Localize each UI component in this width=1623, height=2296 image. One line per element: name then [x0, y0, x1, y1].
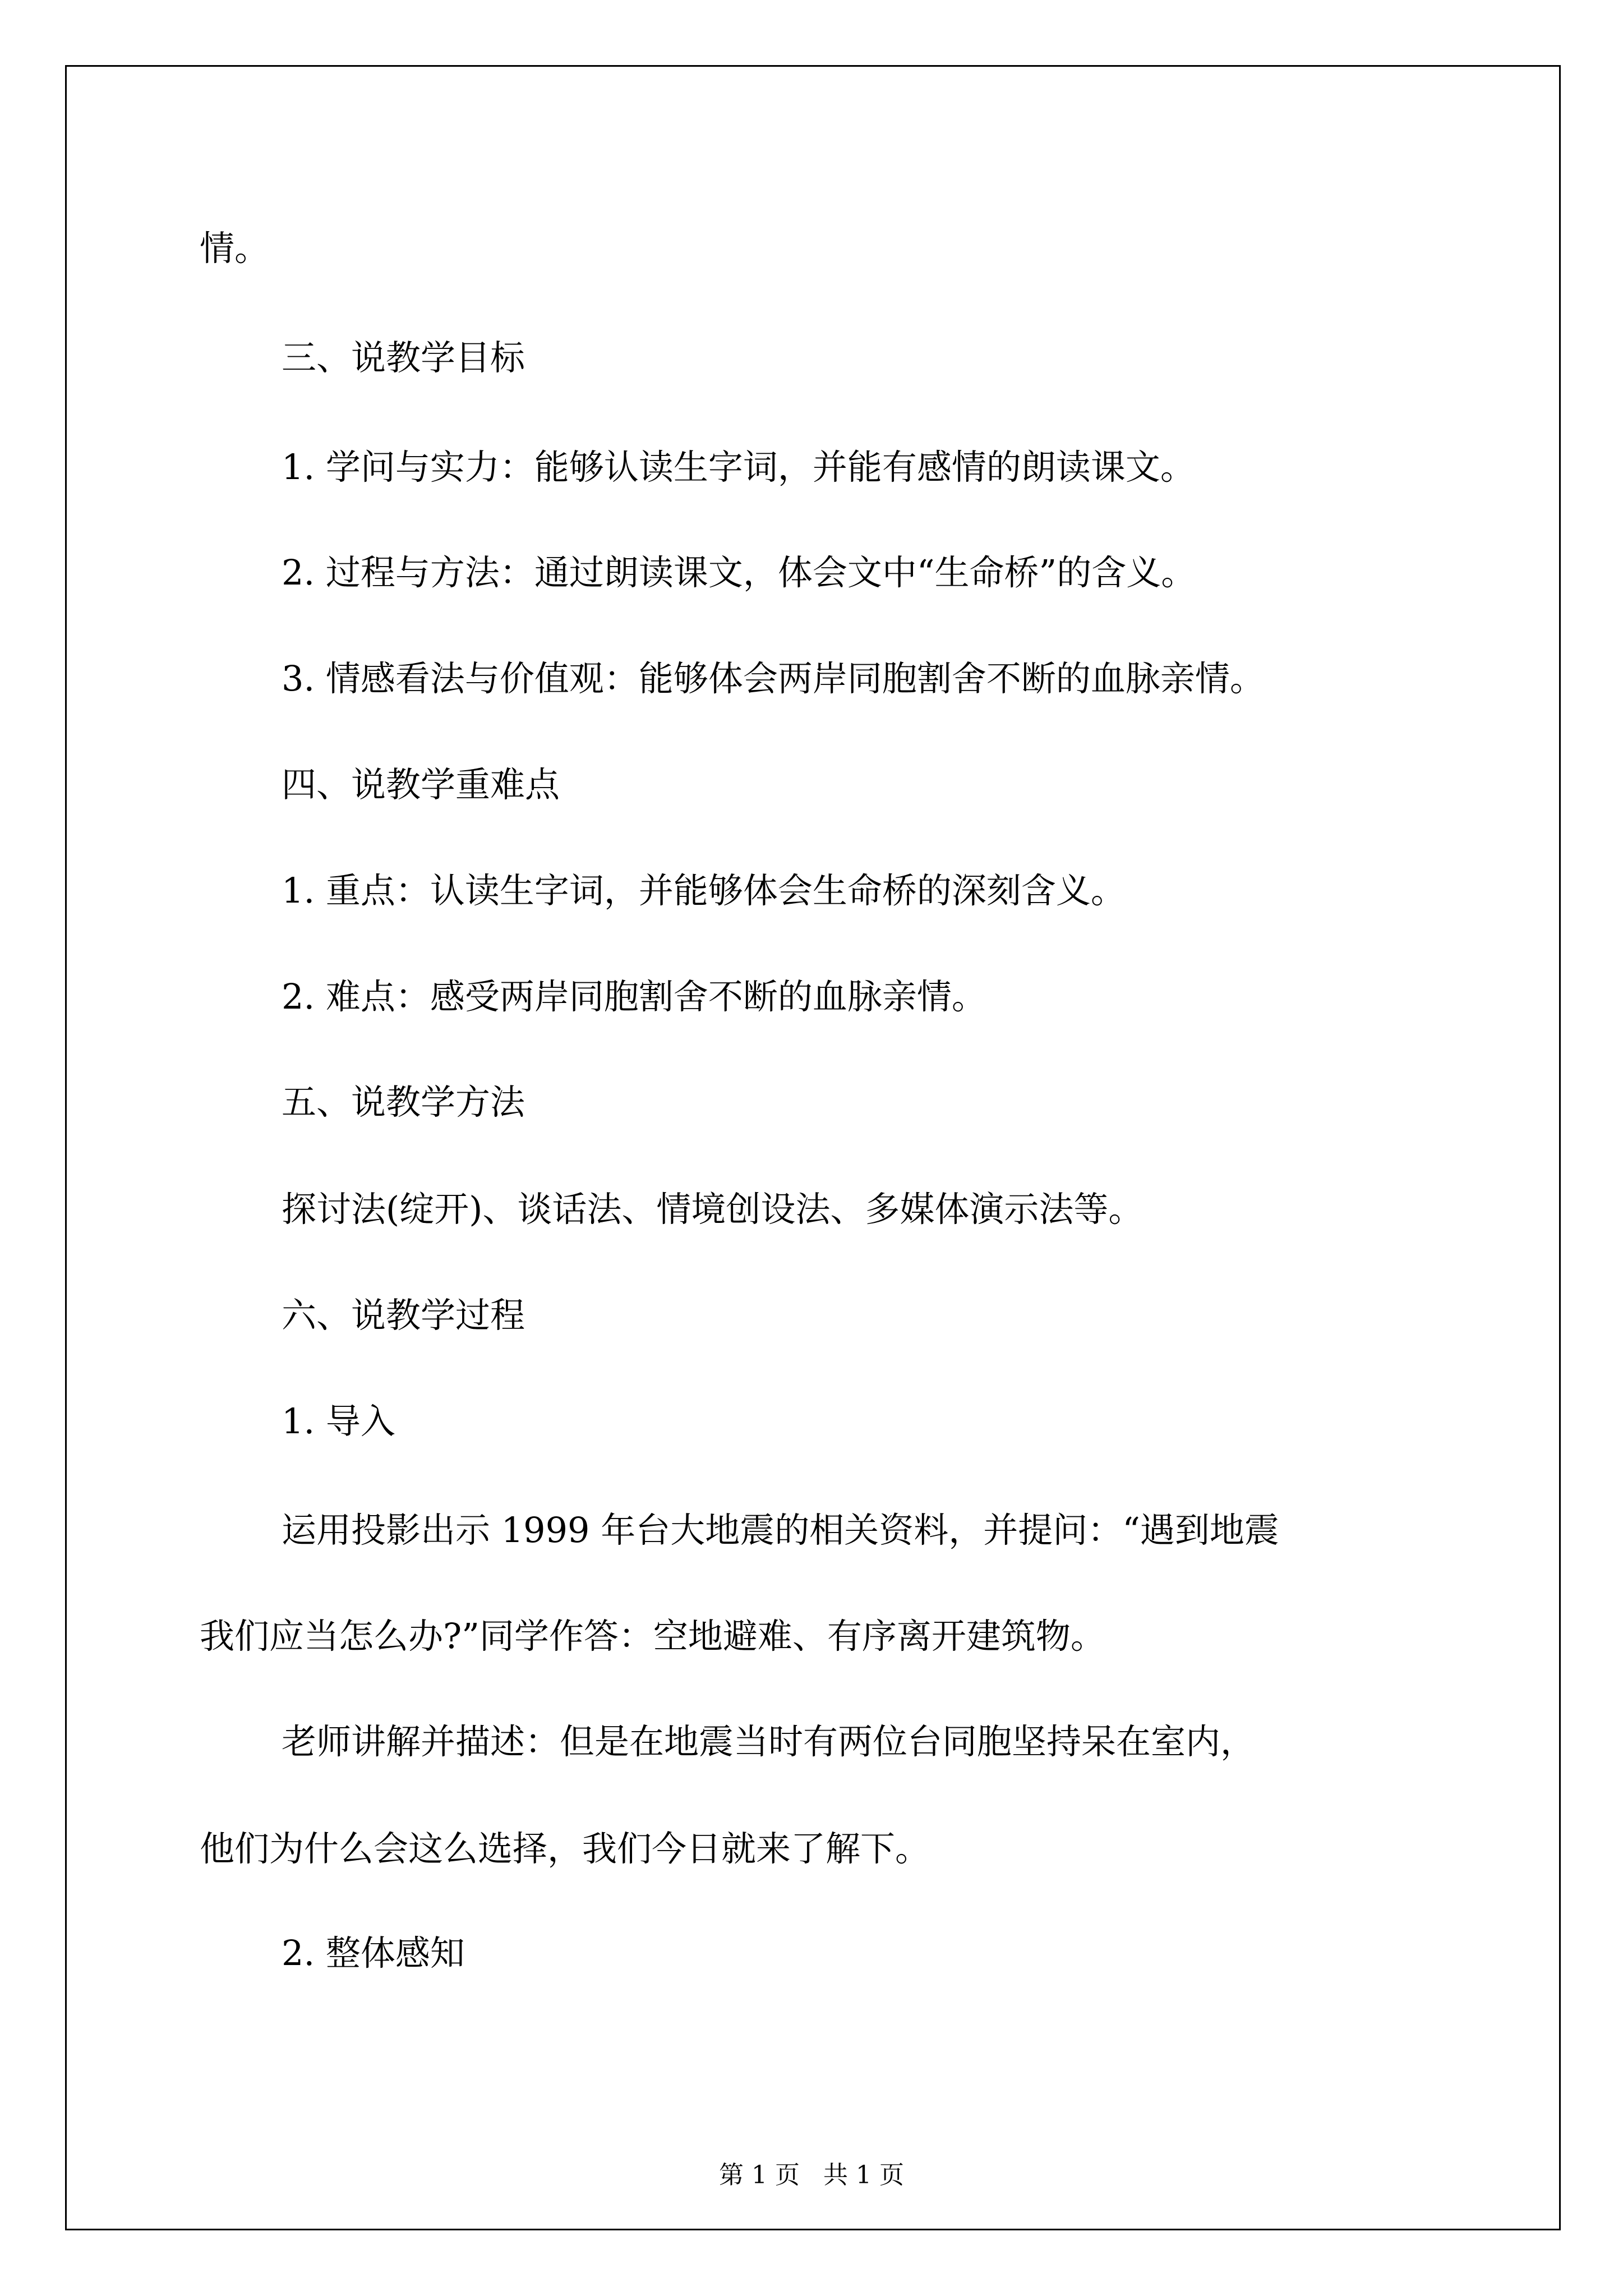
text-line: 2. 过程与方法：通过朗读课文，体会文中“生命桥”的含义。 [282, 552, 1196, 593]
text-line: 运用投影出示 1999 年台大地震的相关资料，并提问：“遇到地震 [282, 1510, 1279, 1550]
text-line: 3. 情感看法与价值观：能够体会两岸同胞割舍不断的血脉亲情。 [282, 658, 1265, 699]
text-line: 探讨法(绽开)、谈话法、情境创设法、多媒体演示法等。 [282, 1189, 1144, 1230]
text-line: 1. 导入 [282, 1401, 395, 1442]
section-heading: 三、说教学目标 [282, 337, 525, 378]
text-line: 情。 [200, 228, 270, 269]
text-line: 老师讲解并描述：但是在地震当时有两位台同胞坚持呆在室内， [282, 1721, 1256, 1762]
text-line: 2. 难点：感受两岸同胞割舍不断的血脉亲情。 [282, 976, 986, 1017]
text-line: 他们为什么会这么选择，我们今日就来了解下。 [200, 1828, 930, 1869]
page-border [65, 65, 1561, 2230]
text-line: 1. 学问与实力：能够认读生字词，并能有感情的朗读课文。 [282, 447, 1195, 487]
section-heading: 六、说教学过程 [282, 1295, 525, 1336]
section-heading: 四、说教学重难点 [282, 764, 560, 805]
text-line: 我们应当怎么办?”同学作答：空地避难、有序离开建筑物。 [200, 1616, 1105, 1657]
text-line: 1. 重点：认读生字词，并能够体会生命桥的深刻含义。 [282, 870, 1126, 911]
text-line: 2. 整体感知 [282, 1932, 465, 1973]
page-footer: 第 1 页 共 1 页 [719, 2161, 904, 2189]
section-heading: 五、说教学方法 [282, 1082, 525, 1122]
